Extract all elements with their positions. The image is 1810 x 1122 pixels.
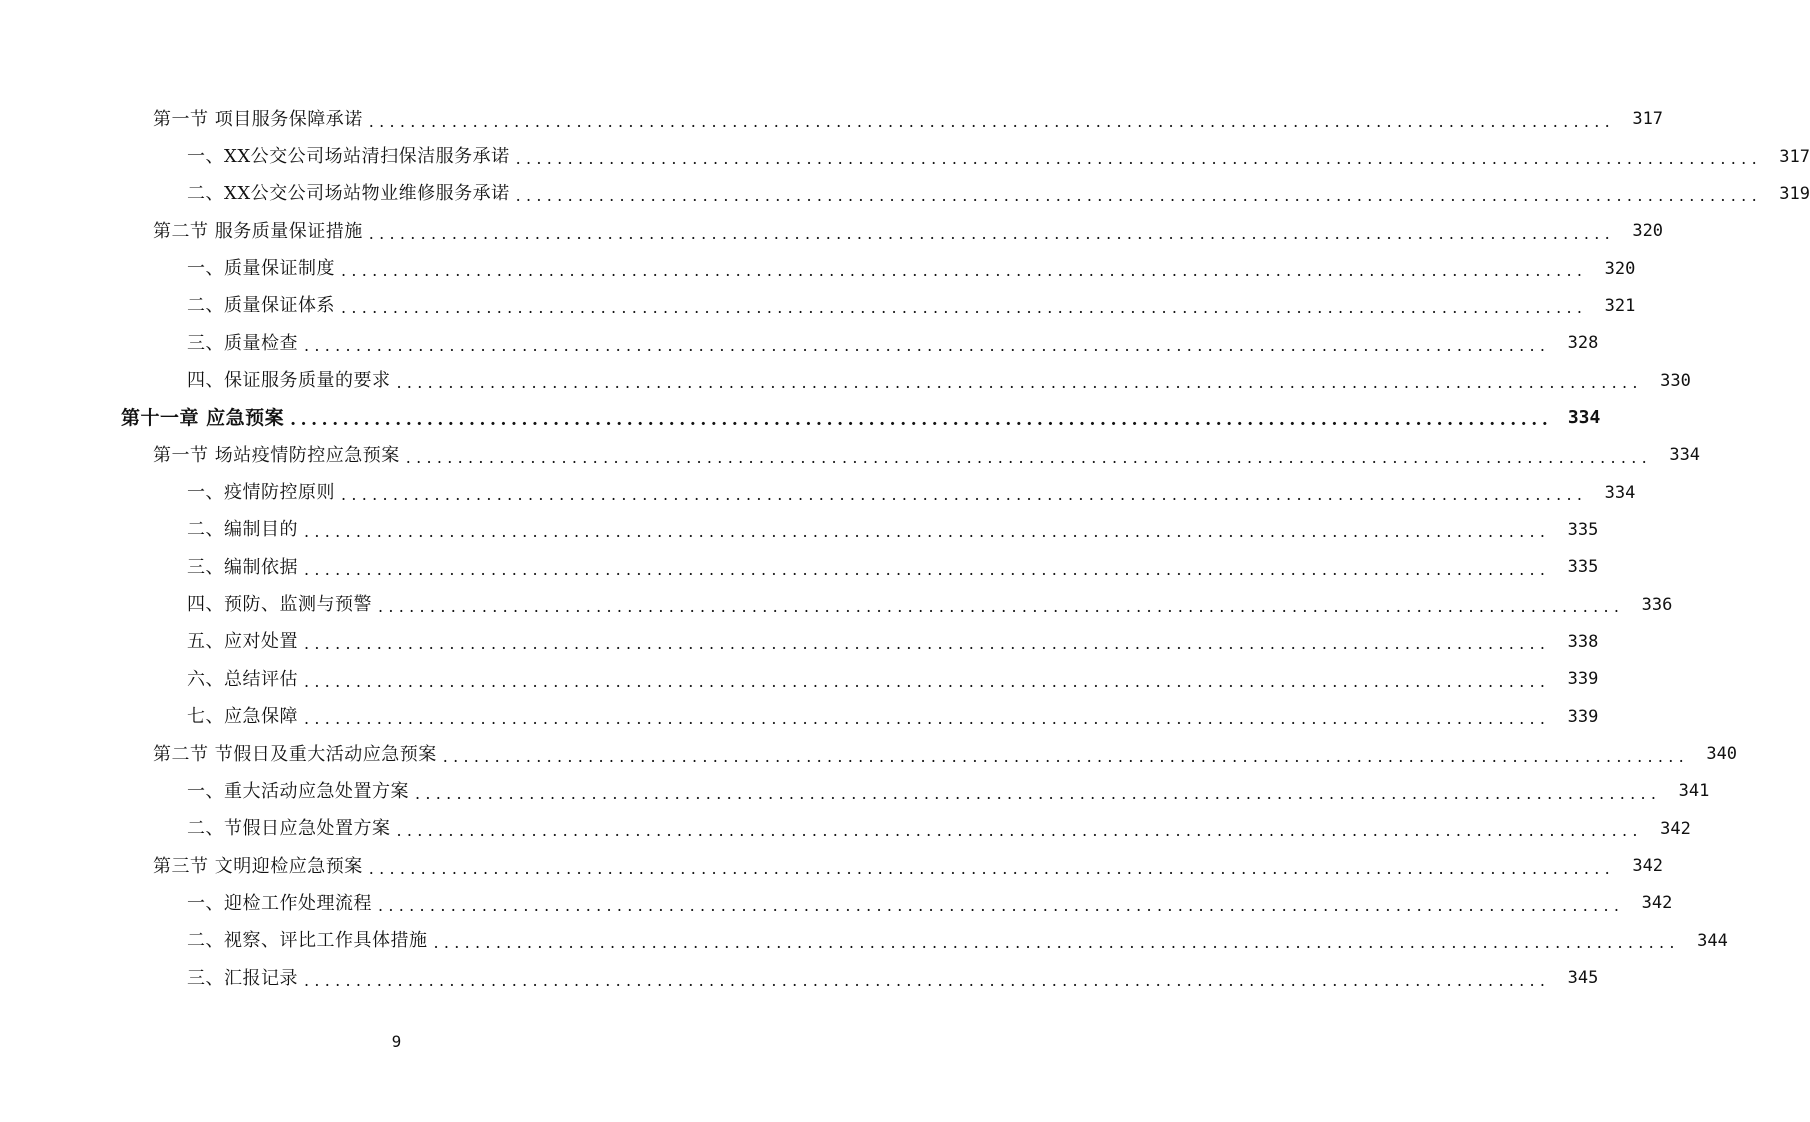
toc-subsection-entry[interactable] <box>0 138 1810 175</box>
toc-entry-page: 321 <box>1604 295 1636 316</box>
toc-subsection-entry[interactable] <box>0 586 1673 623</box>
toc-list <box>0 101 1810 997</box>
toc-entry-page: 330 <box>1660 370 1691 391</box>
toc-entry-title: 五、应对处置 <box>187 631 298 653</box>
toc-entry-title: 一、疫情防控原则 <box>187 482 335 504</box>
toc-section-entry[interactable] <box>0 101 1664 138</box>
toc-entry-title: 七、应急保障 <box>187 706 298 728</box>
page-number: 9 <box>391 1032 402 1051</box>
toc-dot-leader: ........................................................................................................................ <box>442 746 1690 766</box>
toc-dot-leader: ........................................................................................................................ <box>304 970 1551 990</box>
toc-dot-leader: ........................................................................................................................ <box>341 261 1588 281</box>
toc-dot-leader: ........................................................................................................................ <box>368 223 1616 243</box>
toc-subsection-entry[interactable] <box>0 325 1599 362</box>
toc-dot-leader: ........................................................................................................................ <box>304 671 1551 691</box>
toc-entry-page: 342 <box>1660 818 1691 839</box>
toc-entry-title: 第二节 服务质量保证措施 <box>153 220 363 242</box>
toc-dot-leader: ........................................................................................................................ <box>304 709 1551 729</box>
toc-dot-leader: ........................................................................................................................ <box>405 447 1653 467</box>
toc-entry-title: 二、编制目的 <box>187 519 298 541</box>
toc-entry-page: 317 <box>1632 109 1664 130</box>
toc-dot-leader: ........................................................................................................................ <box>515 149 1762 169</box>
toc-entry-page: 342 <box>1632 856 1664 877</box>
toc-section-entry[interactable] <box>0 213 1664 250</box>
toc-entry-page: 335 <box>1567 519 1599 540</box>
toc-subsection-entry[interactable] <box>0 960 1599 997</box>
toc-chapter-entry[interactable] <box>0 400 1601 437</box>
toc-entry-title: 三、汇报记录 <box>187 967 298 989</box>
toc-dot-leader: ........................................................................................................................ <box>304 559 1551 579</box>
toc-entry-page: 339 <box>1567 669 1599 690</box>
toc-entry-page: 335 <box>1567 557 1599 578</box>
toc-entry-title: 二、XX公交公司场站物业维修服务承诺 <box>187 183 510 205</box>
toc-entry-title: 二、质量保证体系 <box>187 295 335 317</box>
toc-dot-leader: ........................................................................................................................ <box>304 335 1551 355</box>
toc-entry-title: 第十一章 应急预案 <box>121 406 285 429</box>
toc-entry-title: 四、预防、监测与预警 <box>187 594 372 616</box>
toc-entry-title: 第一节 项目服务保障承诺 <box>153 108 363 130</box>
toc-entry-title: 二、节假日应急处置方案 <box>187 818 391 840</box>
toc-entry-page: 345 <box>1567 968 1599 989</box>
toc-subsection-entry[interactable] <box>0 923 1728 960</box>
toc-entry-page: 344 <box>1697 930 1728 951</box>
toc-section-entry[interactable] <box>0 736 1738 773</box>
toc-dot-leader: ........................................................................................................................ <box>368 858 1616 878</box>
toc-entry-title: 三、编制依据 <box>187 556 298 578</box>
toc-subsection-entry[interactable] <box>0 176 1810 213</box>
toc-entry-page: 339 <box>1567 706 1599 727</box>
toc-entry-title: 第一节 场站疫情防控应急预案 <box>153 444 400 466</box>
toc-dot-leader: ........................................................................................................................ <box>415 783 1662 803</box>
toc-dot-leader: ........................................................................................................................ <box>433 933 1680 953</box>
toc-subsection-entry[interactable] <box>0 773 1710 810</box>
toc-dot-leader: ........................................................................................................................ <box>378 895 1625 915</box>
toc-dot-leader: ........................................................................................................................ <box>378 597 1625 617</box>
toc-entry-page: 320 <box>1604 258 1636 279</box>
toc-dot-leader: ........................................................................................................................ <box>396 821 1643 841</box>
toc-dot-leader: ........................................................................................................................ <box>290 409 1553 430</box>
toc-dot-leader: ........................................................................................................................ <box>368 111 1616 131</box>
toc-subsection-entry[interactable] <box>0 474 1636 511</box>
toc-entry-page: 334 <box>1567 407 1601 429</box>
toc-subsection-entry[interactable] <box>0 250 1636 287</box>
toc-entry-page: 342 <box>1641 893 1673 914</box>
toc-dot-leader: ........................................................................................................................ <box>515 186 1762 206</box>
toc-dot-leader: ........................................................................................................................ <box>396 373 1643 393</box>
toc-entry-title: 第三节 文明迎检应急预案 <box>153 855 363 877</box>
toc-subsection-entry[interactable] <box>0 699 1599 736</box>
toc-entry-page: 319 <box>1779 183 1810 204</box>
toc-entry-page: 317 <box>1779 146 1810 167</box>
toc-entry-title: 三、质量检查 <box>187 332 298 354</box>
toc-entry-title: 四、保证服务质量的要求 <box>187 370 391 392</box>
toc-subsection-entry[interactable] <box>0 288 1636 325</box>
toc-entry-page: 334 <box>1604 482 1636 503</box>
toc-entry-title: 一、质量保证制度 <box>187 258 335 280</box>
toc-entry-title: 一、迎检工作处理流程 <box>187 892 372 914</box>
toc-subsection-entry[interactable] <box>0 549 1599 586</box>
toc-entry-title: 二、视察、评比工作具体措施 <box>187 930 428 952</box>
toc-dot-leader: ........................................................................................................................ <box>304 634 1551 654</box>
toc-dot-leader: ........................................................................................................................ <box>341 298 1588 318</box>
toc-dot-leader: ........................................................................................................................ <box>341 485 1588 505</box>
toc-entry-title: 第二节 节假日及重大活动应急预案 <box>153 743 437 765</box>
table-of-contents <box>0 101 1810 997</box>
toc-entry-title: 一、重大活动应急处置方案 <box>187 780 409 802</box>
toc-subsection-entry[interactable] <box>0 885 1673 922</box>
toc-entry-title: 一、XX公交公司场站清扫保洁服务承诺 <box>187 146 510 168</box>
toc-entry-page: 320 <box>1632 221 1664 242</box>
toc-entry-page: 341 <box>1678 781 1710 802</box>
toc-subsection-entry[interactable] <box>0 362 1691 399</box>
toc-dot-leader: ........................................................................................................................ <box>304 522 1551 542</box>
toc-entry-page: 328 <box>1567 333 1599 354</box>
toc-entry-page: 338 <box>1567 631 1599 652</box>
toc-entry-page: 336 <box>1641 594 1673 615</box>
toc-entry-title: 六、总结评估 <box>187 668 298 690</box>
toc-subsection-entry[interactable] <box>0 661 1599 698</box>
toc-subsection-entry[interactable] <box>0 624 1599 661</box>
toc-subsection-entry[interactable] <box>0 811 1691 848</box>
toc-entry-page: 340 <box>1706 744 1738 765</box>
toc-entry-page: 334 <box>1669 445 1701 466</box>
toc-subsection-entry[interactable] <box>0 512 1599 549</box>
toc-section-entry[interactable] <box>0 848 1664 885</box>
toc-section-entry[interactable] <box>0 437 1701 474</box>
